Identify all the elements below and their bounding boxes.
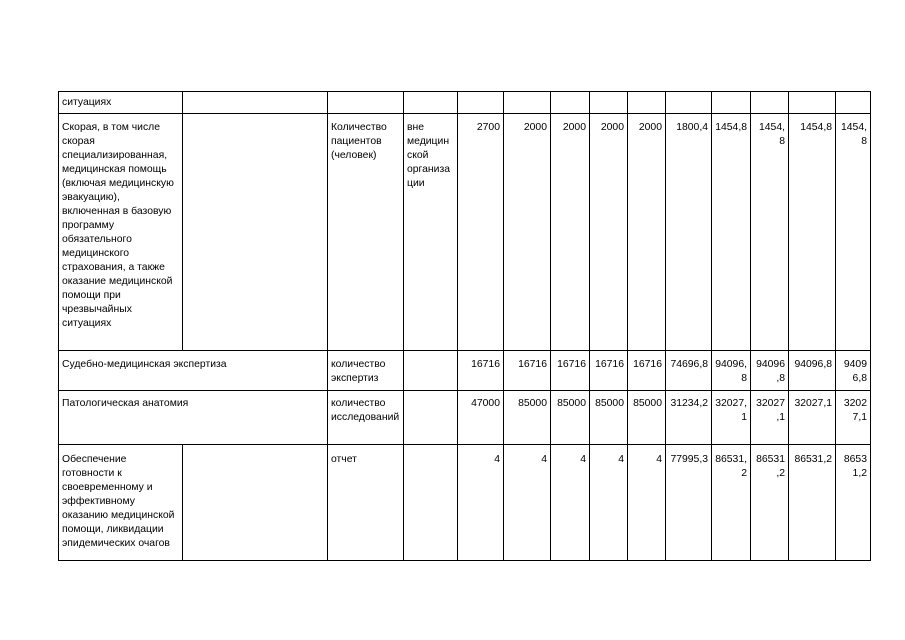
value-cell: 85000 <box>628 391 666 445</box>
service-name-cell: Патологическая анатомия <box>59 391 328 445</box>
value-cell: 2000 <box>590 114 628 351</box>
value-cell: 16716 <box>628 351 666 391</box>
table-row <box>59 445 871 561</box>
value-cell: 1454,8 <box>789 114 836 351</box>
value-cell: 32027,1 <box>836 391 871 445</box>
value-cell <box>458 92 504 114</box>
extra-cell <box>183 445 328 561</box>
value-cell: 16716 <box>590 351 628 391</box>
service-name-cell: Судебно-медицинская экспертиза <box>59 351 328 391</box>
value-cell: 85000 <box>504 391 551 445</box>
service-name-cell: Обеспечение готовности к своевременному и эффективному оказанию медицинской помощи, ликвидации эпидемических очагов <box>59 445 183 561</box>
value-cell <box>666 92 712 114</box>
value-cell: 86531,2 <box>789 445 836 561</box>
value-cell: 74696,8 <box>666 351 712 391</box>
value-cell: 86531,2 <box>836 445 871 561</box>
value-cell: 1454,8 <box>751 114 789 351</box>
value-cell: 2700 <box>458 114 504 351</box>
value-cell: 31234,2 <box>666 391 712 445</box>
value-cell: 94096,8 <box>789 351 836 391</box>
value-cell <box>590 92 628 114</box>
value-cell: 94096,8 <box>751 351 789 391</box>
value-cell: 4 <box>590 445 628 561</box>
value-cell: 16716 <box>458 351 504 391</box>
value-cell: 86531,2 <box>712 445 751 561</box>
extra-cell <box>183 92 328 114</box>
unit-cell <box>328 92 404 114</box>
services-table <box>58 91 871 561</box>
value-cell: 94096,8 <box>712 351 751 391</box>
value-cell: 1454,8 <box>836 114 871 351</box>
value-cell <box>551 92 590 114</box>
value-cell <box>751 92 789 114</box>
value-cell: 4 <box>458 445 504 561</box>
value-cell: 86531,2 <box>751 445 789 561</box>
service-name-cell: Скорая, в том числе скорая специализированная, медицинская помощь (включая медицинскую эвакуацию), включенная в базовую программу обязательного медицинского страхования, а также оказание медицинской помощи при чрезвычайных ситуациях <box>59 114 183 351</box>
value-cell: 32027,1 <box>789 391 836 445</box>
place-cell <box>404 391 458 445</box>
value-cell: 85000 <box>590 391 628 445</box>
unit-cell: отчет <box>328 445 404 561</box>
value-cell: 16716 <box>504 351 551 391</box>
value-cell: 2000 <box>551 114 590 351</box>
unit-cell: количество исследований <box>328 391 404 445</box>
place-cell <box>404 92 458 114</box>
value-cell: 32027,1 <box>751 391 789 445</box>
value-cell: 1454,8 <box>712 114 751 351</box>
service-name-cell: ситуациях <box>59 92 183 114</box>
value-cell: 47000 <box>458 391 504 445</box>
table-row <box>59 92 871 114</box>
table-row <box>59 351 871 391</box>
value-cell: 4 <box>628 445 666 561</box>
value-cell: 32027,1 <box>712 391 751 445</box>
place-cell <box>404 445 458 561</box>
value-cell <box>789 92 836 114</box>
value-cell: 85000 <box>551 391 590 445</box>
value-cell: 77995,3 <box>666 445 712 561</box>
value-cell: 2000 <box>504 114 551 351</box>
value-cell <box>712 92 751 114</box>
table-row <box>59 114 871 351</box>
value-cell: 1800,4 <box>666 114 712 351</box>
value-cell <box>628 92 666 114</box>
value-cell: 4 <box>551 445 590 561</box>
unit-cell: Количество пациентов (человек) <box>328 114 404 351</box>
value-cell <box>836 92 871 114</box>
value-cell <box>504 92 551 114</box>
table-row <box>59 391 871 445</box>
unit-cell: количество экспертиз <box>328 351 404 391</box>
value-cell: 16716 <box>551 351 590 391</box>
value-cell: 94096,8 <box>836 351 871 391</box>
place-cell <box>404 351 458 391</box>
value-cell: 4 <box>504 445 551 561</box>
extra-cell <box>183 114 328 351</box>
value-cell: 2000 <box>628 114 666 351</box>
place-cell: вне медицинской организации <box>404 114 458 351</box>
